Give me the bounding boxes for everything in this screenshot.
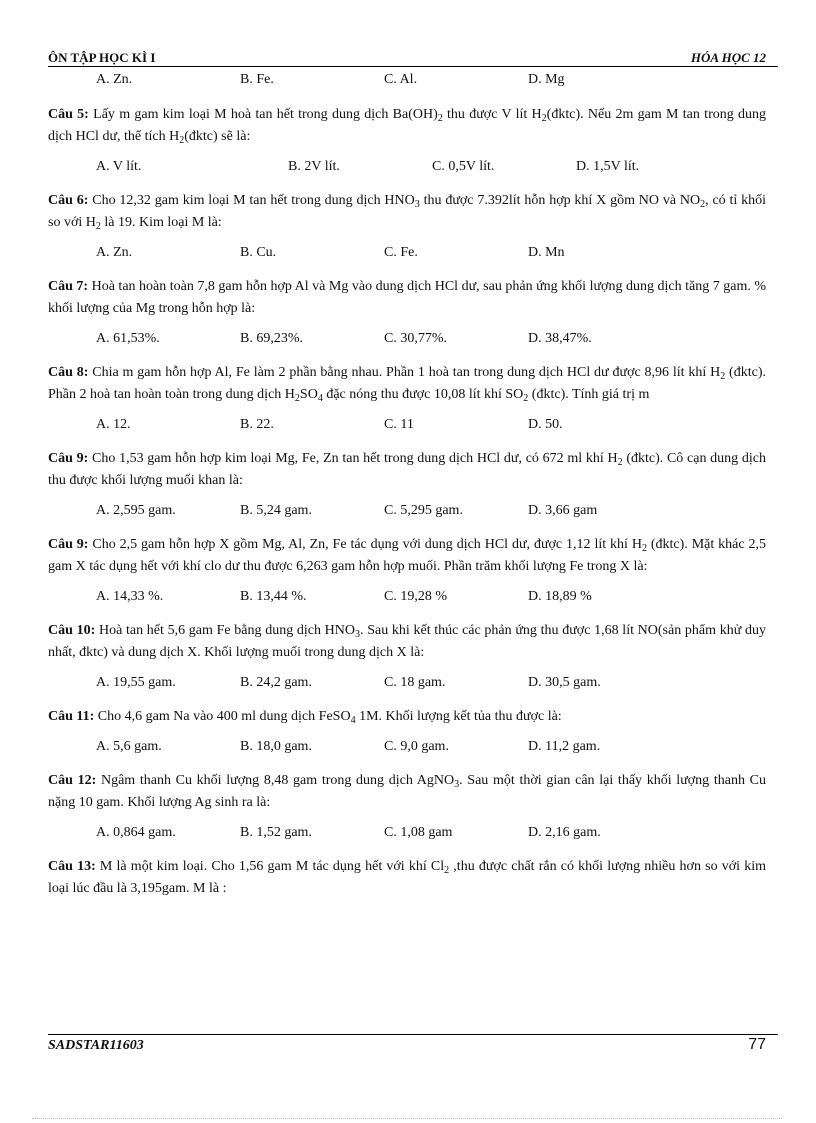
question-text: (đktc). Cô cạn dung dịch thu được khối lượng muối khan là: — [48, 451, 767, 488]
question-text: Ngâm thanh Cu khối lượng 8,48 gam trong dung dịch AgNO — [100, 773, 455, 788]
answer-c: C. Al. — [384, 72, 418, 87]
answer-row — [48, 672, 766, 694]
question-text: Cho 2,5 gam hỗn hợp X gồm Mg, Al, Zn, Fe tác dụng với dung dịch HCl dư, được 1,12 lít khí H — [92, 537, 642, 552]
question-text: Hoà tan hoàn toàn 7,8 gam hỗn hợp Al và Mg vào dung dịch HCl dư, sau phản ứng khối lượng dung dịch tăng 7 gam. % khối lượng của Mg trong hỗn hợp là: — [48, 279, 767, 316]
question-9a — [48, 448, 766, 492]
question-text: Cho 4,6 gam Na vào 400 ml dung dịch FeSO — [97, 709, 351, 724]
answer-a: A. 14,33 %. — [96, 589, 164, 604]
answer-b: B. 69,23%. — [240, 331, 303, 346]
question-label: Câu 5: — [48, 107, 89, 122]
answer-b: B. 2V lít. — [288, 159, 340, 174]
answer-d: D. Mn — [528, 245, 565, 260]
question-text: 1M. Khối lượng kết tủa thu được là: — [355, 709, 562, 724]
question-text: (đktc) sẽ là: — [184, 129, 251, 144]
answer-d: D. 2,16 gam. — [528, 825, 601, 840]
question-9b — [48, 534, 766, 578]
answer-a: A. 5,6 gam. — [96, 739, 162, 754]
question-text: . Sau một thời gian cân lại thấy khối lượng thanh Cu nặng 10 gam. Khối lượng Ag sinh ra là: — [48, 773, 767, 810]
answer-a: A. 12. — [96, 417, 131, 432]
answer-c: C. 19,28 % — [384, 589, 447, 604]
answer-row — [48, 328, 766, 350]
question-10 — [48, 620, 766, 664]
question-text: SO — [299, 387, 318, 402]
question-label: Câu 11: — [48, 709, 95, 724]
answer-a: A. V lít. — [96, 159, 142, 174]
question-label: Câu 13: — [48, 859, 96, 874]
answer-c: C. Fe. — [384, 245, 418, 260]
question-label: Câu 9: — [48, 537, 89, 552]
answer-c: C. 9,0 gam. — [384, 739, 449, 754]
subscript: 2 — [444, 865, 450, 876]
answer-row — [48, 414, 766, 436]
question-text: là 19. Kim loại M là: — [100, 215, 222, 230]
answer-a: A. Zn. — [96, 245, 133, 260]
answer-a: A. 61,53%. — [96, 331, 160, 346]
question-12 — [48, 770, 766, 814]
answer-c: C. 1,08 gam — [384, 825, 453, 840]
subscript: 4 — [317, 393, 323, 404]
answer-row — [48, 736, 766, 758]
question-content — [48, 69, 766, 908]
header-title: ÔN TẬP HỌC KÌ I — [48, 50, 156, 65]
answer-row — [48, 242, 766, 264]
subscript: 2 — [617, 457, 623, 468]
answer-b: B. 22. — [240, 417, 274, 432]
answer-b: B. 24,2 gam. — [240, 675, 312, 690]
answer-row — [48, 822, 766, 844]
answer-row — [48, 586, 766, 608]
question-label: Câu 6: — [48, 193, 89, 208]
answer-b: B. Fe. — [240, 72, 274, 87]
answer-c: C. 18 gam. — [384, 675, 446, 690]
answer-d: D. 3,66 gam — [528, 503, 598, 518]
question-text: (đktc). Phần 2 hoà tan hoàn toàn trong dung dịch H — [48, 365, 766, 402]
answer-d: D. 11,2 gam. — [528, 739, 601, 754]
answer-row — [48, 500, 766, 522]
subscript: 3 — [355, 629, 361, 640]
subscript: 3 — [414, 199, 420, 210]
question-8 — [48, 362, 766, 406]
subscript: 2 — [700, 199, 706, 210]
answer-a: A. 19,55 gam. — [96, 675, 176, 690]
question-6 — [48, 190, 766, 234]
question-text: Cho 12,32 gam kim loại M tan hết trong dung dịch HNO — [92, 193, 415, 208]
subscript: 2 — [179, 135, 185, 146]
question-5 — [48, 104, 766, 148]
answer-d: D. 38,47%. — [528, 331, 592, 346]
question-text: Lấy m gam kim loại M hoà tan hết trong dung dịch Ba(OH) — [93, 107, 438, 122]
answer-d: D. 1,5V lít. — [576, 159, 640, 174]
answer-b: B. 1,52 gam. — [240, 825, 312, 840]
answer-a: A. 2,595 gam. — [96, 503, 176, 518]
subscript: 2 — [641, 543, 647, 554]
answer-b: B. 18,0 gam. — [240, 739, 312, 754]
footer-code: SADSTAR11603 — [48, 1038, 144, 1053]
question-text: Chia m gam hỗn hợp Al, Fe làm 2 phần bằng nhau. Phần 1 hoà tan trong dung dịch HCl dư được 8,96 lít khí H — [92, 365, 721, 380]
question-label: Câu 12: — [48, 773, 97, 788]
answer-a: A. Zn. — [96, 72, 133, 87]
answer-d: D. 50. — [528, 417, 563, 432]
question-text: ,thu được chất rắn có khối lượng nhiều hơn so với kim loại lúc đầu là 3,195gam. M là : — [48, 859, 766, 896]
subscript: 2 — [437, 113, 443, 124]
page-footer — [48, 1034, 778, 1059]
page-header — [48, 50, 778, 67]
question-text: . Sau khi kết thúc các phản ứng thu được 1,68 lít NO(sản phẩm khử duy nhất, đktc) và dung dịch X. Khối lượng muối trong dung dịch X là: — [48, 623, 766, 660]
answer-a: A. 0,864 gam. — [96, 825, 176, 840]
question-text: Cho 1,53 gam hỗn hợp kim loại Mg, Fe, Zn tan hết trong dung dịch HCl dư, có 672 ml khí H — [92, 451, 618, 466]
subscript: 2 — [294, 393, 300, 404]
subscript: 2 — [720, 371, 726, 382]
question-label: Câu 10: — [48, 623, 96, 638]
answer-b: B. 13,44 %. — [240, 589, 307, 604]
question-label: Câu 7: — [48, 279, 89, 294]
subscript: 4 — [350, 715, 356, 726]
question-11 — [48, 706, 766, 728]
answer-d: D. 18,89 % — [528, 589, 592, 604]
question-text: (đktc). Nếu 2m gam M tan trong dung dịch HCl dư, thể tích H — [48, 107, 767, 144]
question-text: Hoà tan hết 5,6 gam Fe bằng dung dịch HNO — [98, 623, 356, 638]
answer-row-top — [48, 69, 766, 91]
question-13 — [48, 856, 766, 900]
question-text: thu được V lít H — [442, 107, 542, 122]
question-label: Câu 9: — [48, 451, 89, 466]
subscript: 2 — [541, 113, 547, 124]
answer-c: C. 11 — [384, 417, 414, 432]
page-edge-divider — [32, 1118, 782, 1119]
question-7 — [48, 276, 766, 320]
question-text: (đktc). Mặt khác 2,5 gam X tác dụng hết với khí clo dư thu được 6,263 gam hỗn hợp muối. Phần trăm khối lượng Fe trong X là: — [48, 537, 766, 574]
question-text: M là một kim loại. Cho 1,56 gam M tác dụng hết với khí Cl — [99, 859, 445, 874]
question-text: (đktc). Tính giá trị m — [528, 387, 650, 402]
answer-b: B. Cu. — [240, 245, 277, 260]
answer-d: D. Mg — [528, 72, 565, 87]
subscript: 2 — [523, 393, 529, 404]
answer-c: C. 5,295 gam. — [384, 503, 463, 518]
answer-d: D. 30,5 gam. — [528, 675, 601, 690]
subscript: 3 — [454, 779, 460, 790]
question-text: đặc nóng thu được 10,08 lít khí SO — [322, 387, 524, 402]
subscript: 2 — [95, 221, 101, 232]
question-label: Câu 8: — [48, 365, 89, 380]
header-subject: HÓA HỌC 12 — [690, 50, 766, 65]
answer-c: C. 30,77%. — [384, 331, 447, 346]
answer-c: C. 0,5V lít. — [432, 159, 495, 174]
question-text: , có tỉ khối so với H — [48, 193, 767, 230]
page-number: 77 — [748, 1036, 766, 1053]
answer-row — [48, 156, 766, 178]
answer-b: B. 5,24 gam. — [240, 503, 312, 518]
question-text: thu được 7.392lít hỗn hợp khí X gồm NO và NO — [419, 193, 701, 208]
